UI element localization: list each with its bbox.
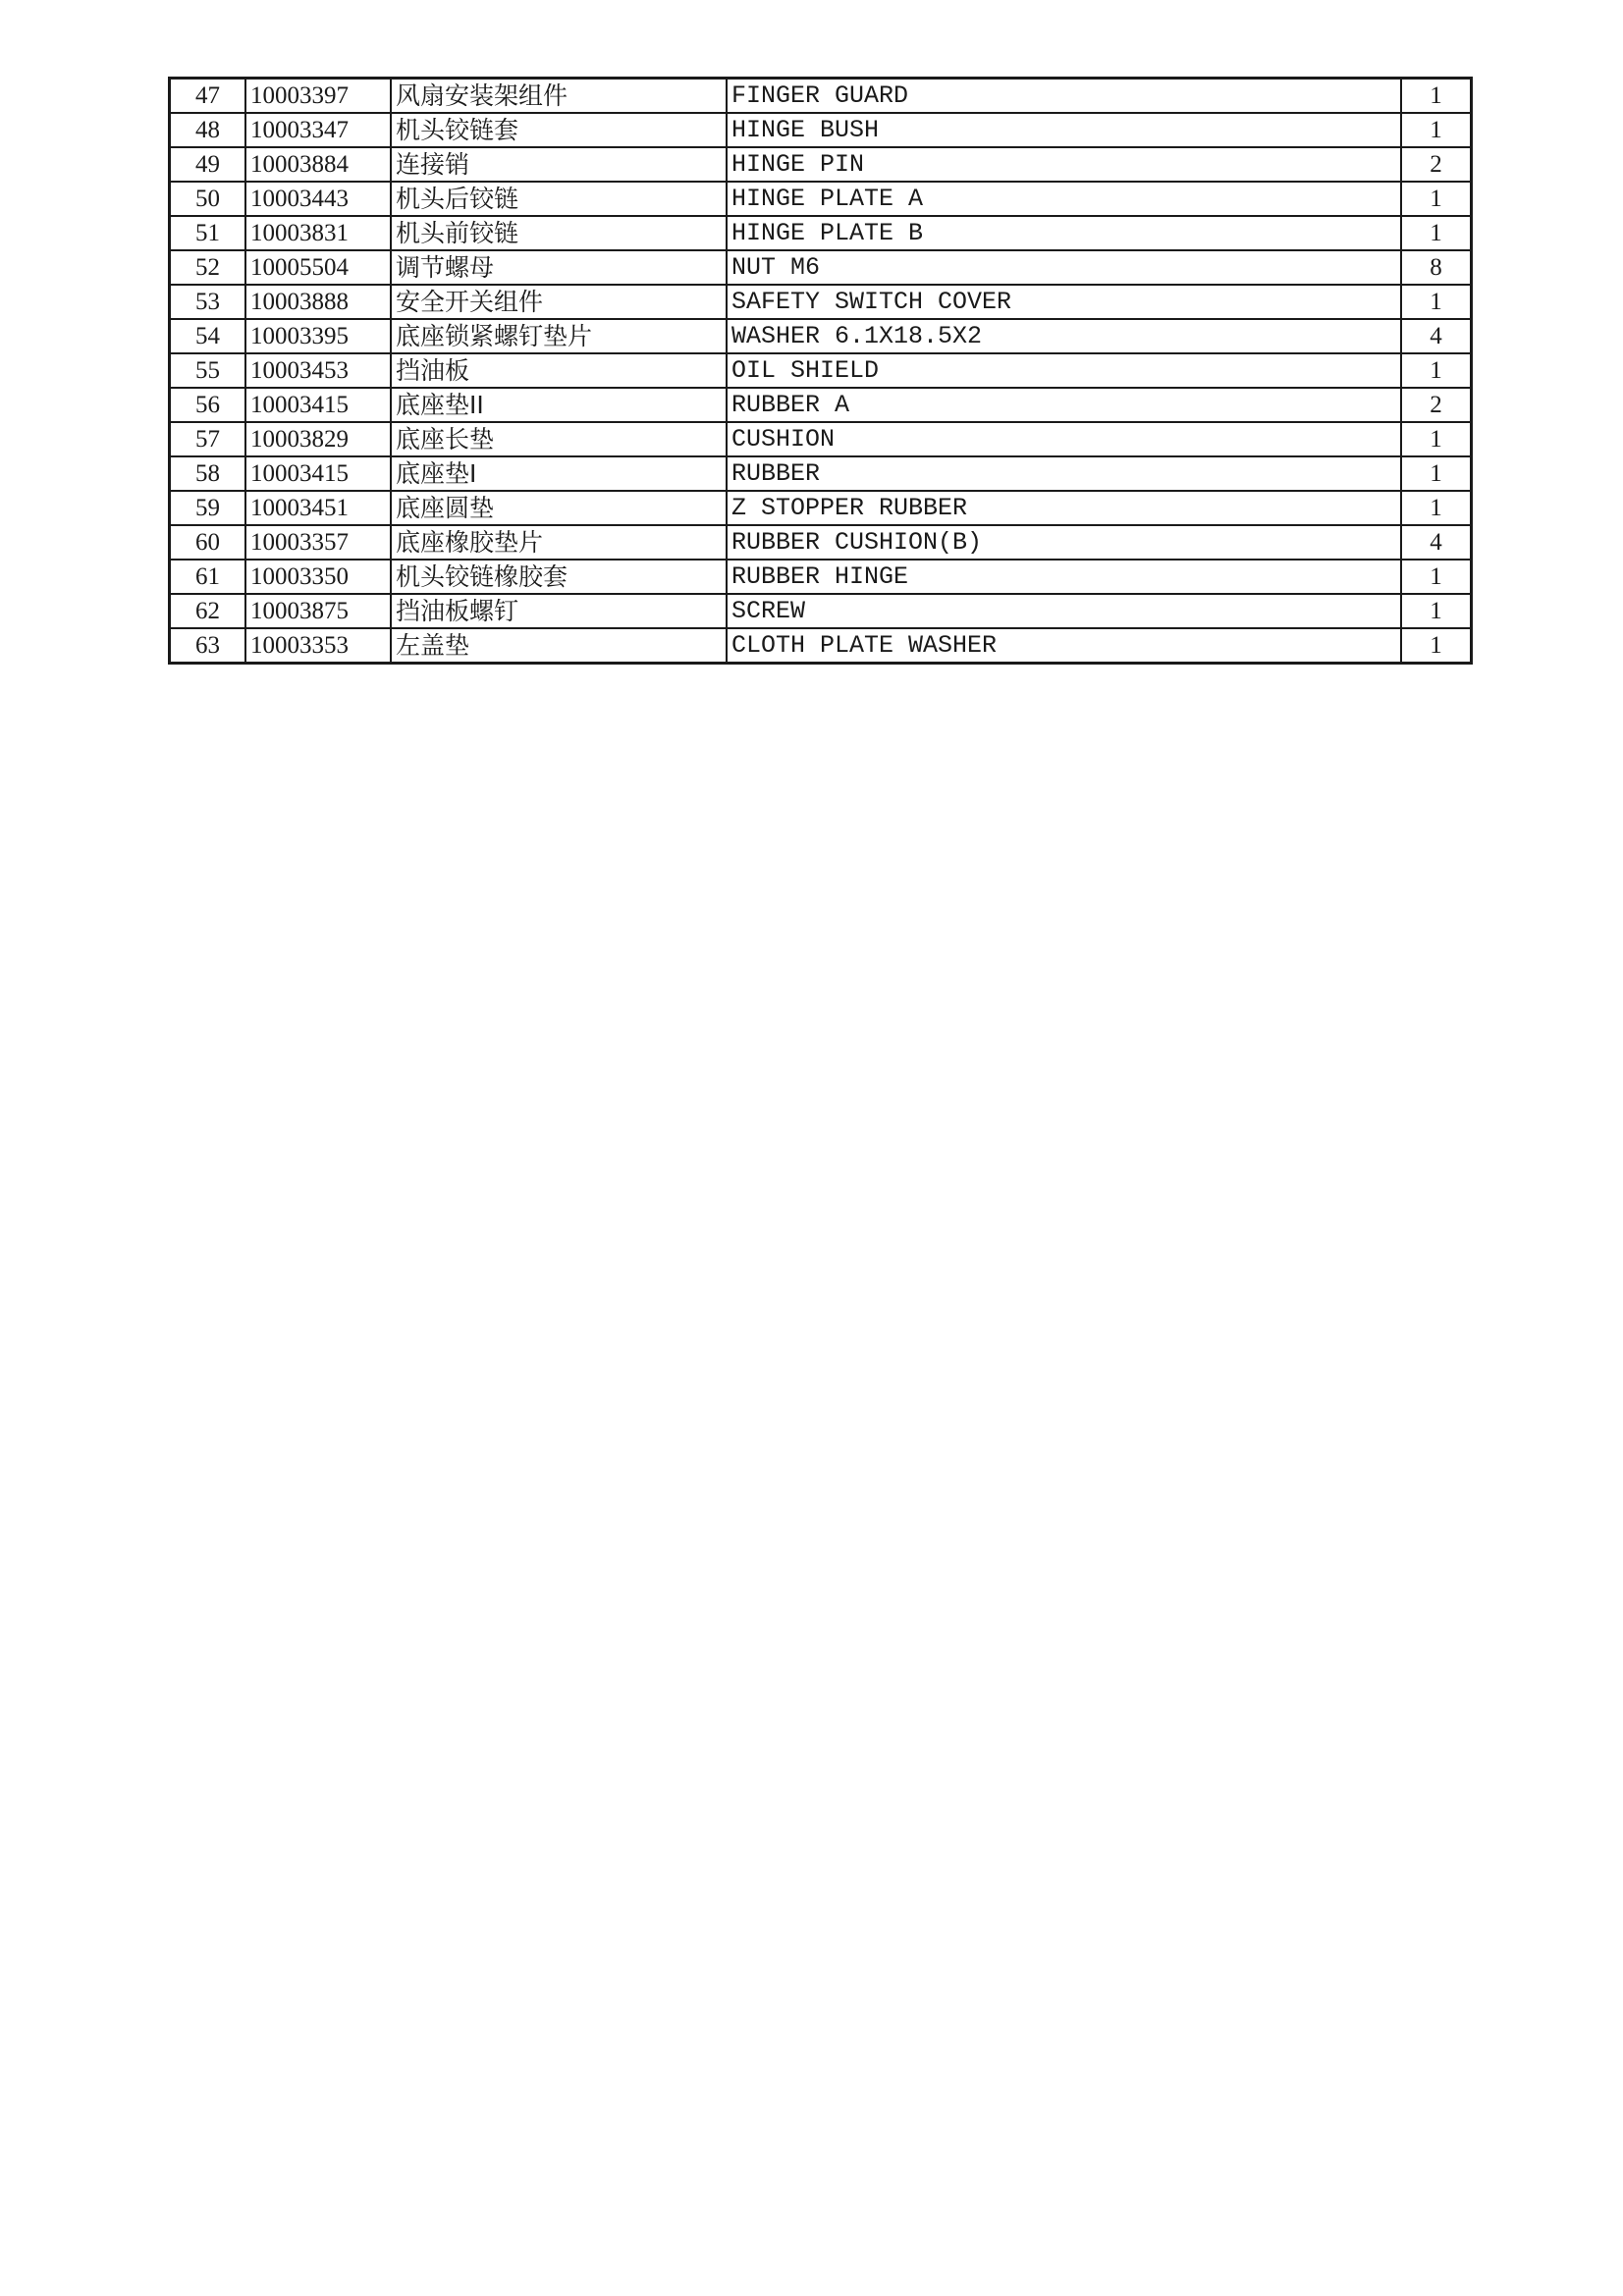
table-row [170, 250, 1472, 285]
part-number-cell: 60 [170, 525, 246, 560]
chinese-name-cell: 底座垫II [391, 388, 727, 422]
quantity-cell: 1 [1401, 113, 1472, 147]
part-code-cell: 10003415 [245, 456, 391, 491]
english-name-cell: SCREW [727, 594, 1401, 628]
english-name-cell: HINGE PIN [727, 147, 1401, 182]
english-name-cell: RUBBER HINGE [727, 560, 1401, 594]
quantity-cell: 4 [1401, 525, 1472, 560]
part-code-cell: 10003888 [245, 285, 391, 319]
chinese-name-cell: 底座锁紧螺钉垫片 [391, 319, 727, 353]
chinese-name-cell: 左盖垫 [391, 628, 727, 664]
chinese-name-cell: 底座垫I [391, 456, 727, 491]
quantity-cell: 4 [1401, 319, 1472, 353]
chinese-name-cell: 连接销 [391, 147, 727, 182]
part-code-cell: 10003451 [245, 491, 391, 525]
english-name-cell: SAFETY SWITCH COVER [727, 285, 1401, 319]
chinese-name-cell: 底座长垫 [391, 422, 727, 456]
chinese-name-cell: 机头后铰链 [391, 182, 727, 216]
english-name-cell: RUBBER CUSHION(B) [727, 525, 1401, 560]
quantity-cell: 8 [1401, 250, 1472, 285]
part-number-cell: 59 [170, 491, 246, 525]
table-row [170, 525, 1472, 560]
table-row [170, 319, 1472, 353]
quantity-cell: 1 [1401, 560, 1472, 594]
chinese-name-cell: 挡油板螺钉 [391, 594, 727, 628]
table-row [170, 491, 1472, 525]
part-number-cell: 55 [170, 353, 246, 388]
part-number-cell: 49 [170, 147, 246, 182]
part-code-cell: 10003357 [245, 525, 391, 560]
table-row [170, 628, 1472, 664]
part-number-cell: 53 [170, 285, 246, 319]
english-name-cell: HINGE BUSH [727, 113, 1401, 147]
table-row [170, 560, 1472, 594]
part-number-cell: 57 [170, 422, 246, 456]
english-name-cell: FINGER GUARD [727, 79, 1401, 114]
english-name-cell: RUBBER A [727, 388, 1401, 422]
table-row [170, 285, 1472, 319]
part-code-cell: 10005504 [245, 250, 391, 285]
part-code-cell: 10003397 [245, 79, 391, 114]
part-number-cell: 61 [170, 560, 246, 594]
table-row [170, 388, 1472, 422]
english-name-cell: CLOTH PLATE WASHER [727, 628, 1401, 664]
quantity-cell: 1 [1401, 491, 1472, 525]
english-name-cell: Z STOPPER RUBBER [727, 491, 1401, 525]
chinese-name-cell: 安全开关组件 [391, 285, 727, 319]
part-number-cell: 63 [170, 628, 246, 664]
quantity-cell: 1 [1401, 79, 1472, 114]
english-name-cell: RUBBER [727, 456, 1401, 491]
part-code-cell: 10003395 [245, 319, 391, 353]
english-name-cell: CUSHION [727, 422, 1401, 456]
table-row [170, 216, 1472, 250]
quantity-cell: 2 [1401, 388, 1472, 422]
chinese-name-cell: 机头铰链橡胶套 [391, 560, 727, 594]
english-name-cell: OIL SHIELD [727, 353, 1401, 388]
chinese-name-cell: 机头前铰链 [391, 216, 727, 250]
chinese-name-cell: 底座圆垫 [391, 491, 727, 525]
chinese-name-cell: 挡油板 [391, 353, 727, 388]
part-number-cell: 48 [170, 113, 246, 147]
part-code-cell: 10003353 [245, 628, 391, 664]
english-name-cell: WASHER 6.1X18.5X2 [727, 319, 1401, 353]
part-code-cell: 10003831 [245, 216, 391, 250]
quantity-cell: 1 [1401, 353, 1472, 388]
table-row [170, 79, 1472, 114]
table-row [170, 456, 1472, 491]
table-row [170, 594, 1472, 628]
table-row [170, 147, 1472, 182]
quantity-cell: 1 [1401, 216, 1472, 250]
part-code-cell: 10003884 [245, 147, 391, 182]
table-row [170, 182, 1472, 216]
part-number-cell: 58 [170, 456, 246, 491]
table-row [170, 353, 1472, 388]
part-code-cell: 10003829 [245, 422, 391, 456]
part-code-cell: 10003875 [245, 594, 391, 628]
part-number-cell: 54 [170, 319, 246, 353]
quantity-cell: 1 [1401, 628, 1472, 664]
table-row [170, 422, 1472, 456]
part-number-cell: 47 [170, 79, 246, 114]
part-number-cell: 51 [170, 216, 246, 250]
english-name-cell: HINGE PLATE B [727, 216, 1401, 250]
chinese-name-cell: 机头铰链套 [391, 113, 727, 147]
english-name-cell: NUT M6 [727, 250, 1401, 285]
part-number-cell: 52 [170, 250, 246, 285]
chinese-name-cell: 底座橡胶垫片 [391, 525, 727, 560]
quantity-cell: 1 [1401, 422, 1472, 456]
quantity-cell: 1 [1401, 594, 1472, 628]
part-code-cell: 10003415 [245, 388, 391, 422]
part-number-cell: 62 [170, 594, 246, 628]
quantity-cell: 1 [1401, 285, 1472, 319]
part-code-cell: 10003453 [245, 353, 391, 388]
part-code-cell: 10003443 [245, 182, 391, 216]
part-code-cell: 10003350 [245, 560, 391, 594]
chinese-name-cell: 风扇安装架组件 [391, 79, 727, 114]
parts-table [168, 77, 1473, 665]
quantity-cell: 2 [1401, 147, 1472, 182]
parts-table-body [170, 79, 1472, 664]
part-number-cell: 56 [170, 388, 246, 422]
part-number-cell: 50 [170, 182, 246, 216]
quantity-cell: 1 [1401, 456, 1472, 491]
chinese-name-cell: 调节螺母 [391, 250, 727, 285]
table-row [170, 113, 1472, 147]
part-code-cell: 10003347 [245, 113, 391, 147]
quantity-cell: 1 [1401, 182, 1472, 216]
english-name-cell: HINGE PLATE A [727, 182, 1401, 216]
